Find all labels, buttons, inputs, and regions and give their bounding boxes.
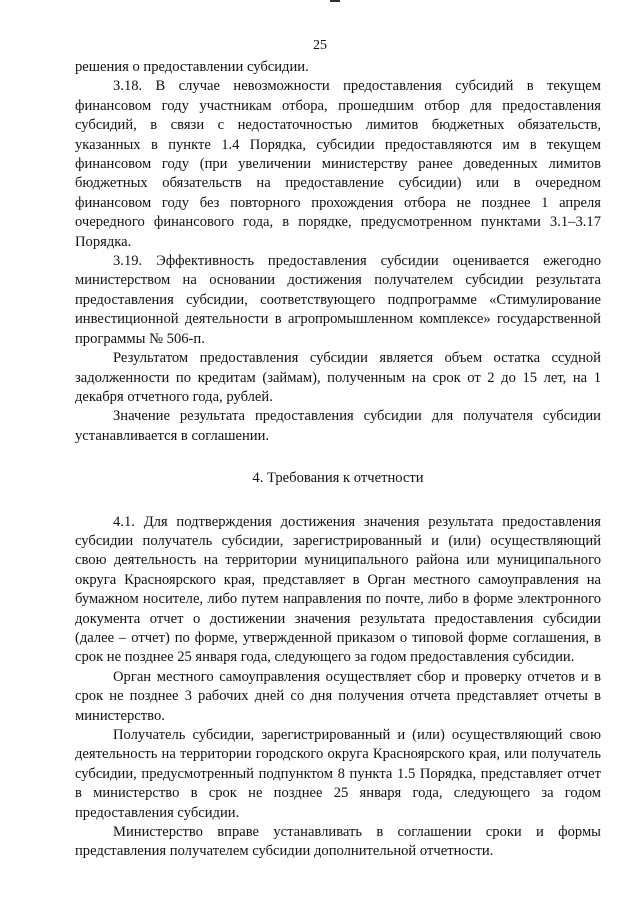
section-heading: 4. Требования к отчетности [252,470,424,487]
paragraph-city-district: Получатель субсидии, зарегистрированный и (или) осуществляющий свою деятельность на территории городского округа Красноярского края, или получатель субсидии, предусмотренный подпунктом 8 пункта 1.5 Порядка, представляет отчет в министерство в срок не позднее 25 января года, следующего за годом предоставления субсидии. [75,727,601,821]
paragraph-3-19: 3.19. Эффективность предоставления субсидии оценивается ежегодно министерством на основании достижения получателем субсидии результата предоставления субсидии, соответствующего подпрограмме «Стимулирование инвестиционной деятельности в агропромышленном комплексе» государственной программы № 506-п. [75,253,601,347]
paragraph-ministry: Министерство вправе устанавливать в соглашении сроки и формы представления получателем субсидии дополнительной отчетности. [75,824,601,860]
paragraph-result-value: Значение результата предоставления субсидии для получателя субсидии устанавливается в соглашении. [75,408,601,444]
document-body [75,58,601,862]
paragraph-continuation: решения о предоставлении субсидии. [75,59,309,75]
page-number: 25 [313,38,327,53]
paragraph-result: Результатом предоставления субсидии является объем остатка ссудной задолженности по кредитам (займам), полученным на срок от 2 до 15 лет, на 1 декабря отчетного года, рублей. [75,350,601,405]
top-edge-mark [330,0,340,2]
paragraph-4-1: 4.1. Для подтверждения достижения значения результата предоставления субсидии получатель субсидии, зарегистрированный и (или) осуществляющий свою деятельность на территории муниципального района или муниципального округа Красноярского края, представляет в Орган местного самоуправления на бумажном носителе, либо путем направления по почте, либо в форме электронного документа отчет о достижении значения результата предоставления субсидии (далее – отчет) по форме, утвержденной приказом о типовой форме соглашения, в срок не позднее 25 января года, следующего за годом предоставления субсидии. [75,513,601,666]
paragraph-3-18: 3.18. В случае невозможности предоставления субсидий в текущем финансовом году участникам отбора, прошедшим отбор для предоставления субсидий, в связи с недостаточностью лимитов бюджетных обязательств, указанных в пункте 1.4 Порядка, субсидии предоставляются им в текущем финансовом году (при увеличении министерству ранее доведенных лимитов бюджетных обязательств на предоставление субсидии) или в очередном финансовом году без повторного прохождения отбора не позднее 1 апреля очередного финансового года, в порядке, предусмотренном пунктами 3.1–3.17 Порядка. [75,78,601,250]
paragraph-local-authority: Орган местного самоуправления осуществляет сбор и проверку отчетов и в срок не позднее 3 рабочих дней со дня получения отчета представляет отчеты в министерство. [75,668,601,724]
